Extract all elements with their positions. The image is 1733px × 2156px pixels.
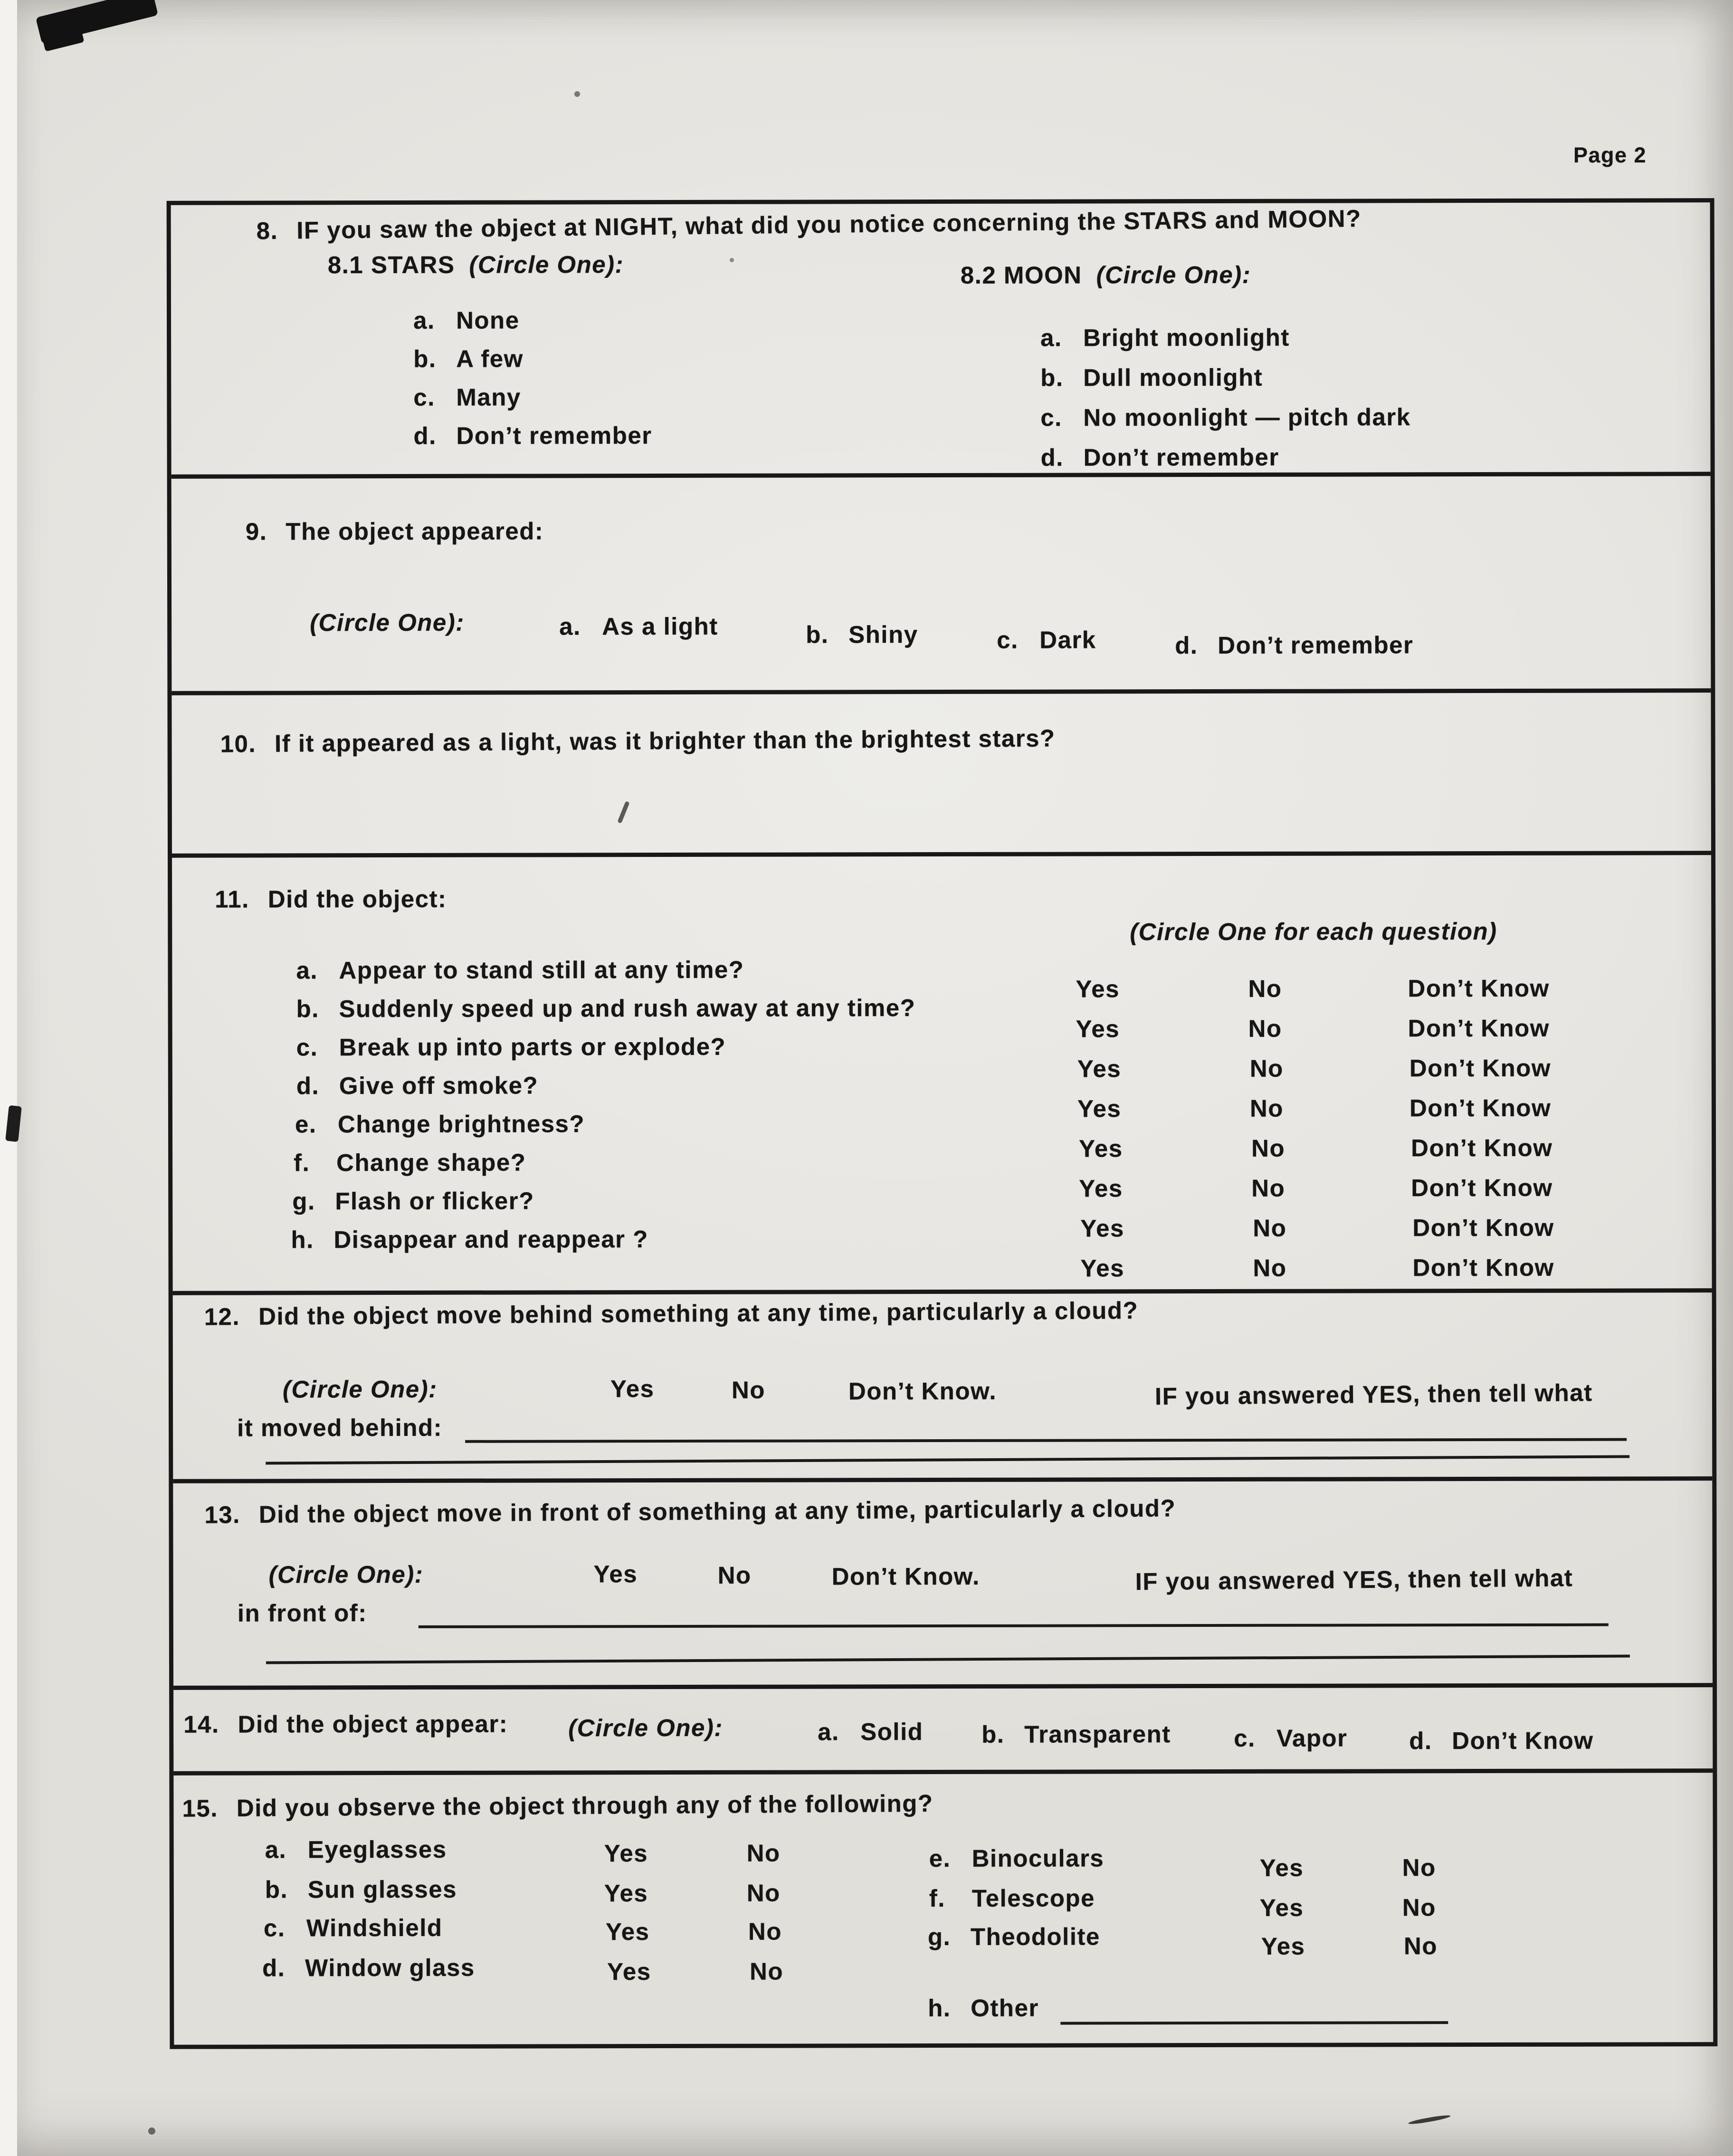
circle-one-note: (Circle One): [1096, 261, 1251, 289]
item-text: Windshield [306, 1914, 443, 1942]
write-in-line [419, 1624, 1609, 1628]
write-in-line [266, 1654, 1630, 1664]
yes-option: Yes [1077, 1055, 1122, 1083]
q13-number: 13. [204, 1501, 241, 1529]
circle-one-note: (Circle One): [282, 1376, 438, 1404]
q8-moon-option-d [1041, 444, 1279, 472]
q8-stars-option-b [413, 346, 524, 373]
q15-answers-g [174, 1932, 1713, 1975]
option-text: Transparent [1024, 1721, 1171, 1748]
q11-text: Did the object: [267, 885, 447, 913]
yes-option: Yes [1080, 1215, 1124, 1243]
option-text: None [456, 307, 520, 334]
yes-option: Yes [1076, 1016, 1120, 1043]
option-text: No moonlight — pitch dark [1083, 404, 1411, 432]
q14-option-d [1409, 1728, 1593, 1755]
item-text: Suddenly speed up and rush away at any time? [339, 995, 916, 1023]
dont-know-option: Don’t Know [1409, 1094, 1552, 1122]
option-letter: d. [413, 422, 437, 450]
option-text: Dark [1039, 627, 1096, 654]
no-option: No [1251, 1175, 1285, 1202]
item-letter: h. [291, 1226, 314, 1254]
q11-answers-row-b [172, 1015, 1712, 1057]
item-letter: e. [929, 1845, 951, 1873]
yes-option: Yes [593, 1561, 638, 1588]
q8-text: IF you saw the object at NIGHT, what did you notice concerning the STARS and MOON? [296, 205, 1362, 245]
item-text: Break up into parts or explode? [339, 1033, 726, 1062]
q8-stars-option-c [413, 384, 521, 411]
q11-answers-row-c [172, 1054, 1712, 1097]
dont-know-option: Don’t Know [1409, 1054, 1552, 1083]
q9-option-c [997, 627, 1096, 654]
q11-number: 11. [215, 886, 249, 913]
option-letter: b. [1040, 364, 1064, 392]
option-text: Bright moonlight [1083, 324, 1290, 352]
q10-number: 10. [220, 731, 257, 758]
q14-option-b [981, 1721, 1171, 1748]
item-letter: f. [929, 1885, 946, 1913]
q8-number: 8. [256, 218, 278, 245]
option-letter: d. [1040, 444, 1064, 472]
item-letter: d. [262, 1955, 286, 1982]
scan-artifact-squiggle [1408, 2114, 1451, 2125]
scan-speck [148, 2128, 155, 2135]
item-letter: c. [263, 1915, 286, 1942]
item-text: Eyeglasses [307, 1836, 447, 1864]
page-number: Page 2 [1573, 144, 1647, 168]
no-option: No [1249, 1095, 1284, 1122]
item-letter: b. [265, 1876, 288, 1904]
q11-heading [215, 886, 447, 913]
q12-if-yes-text: IF you answered YES, then tell what [1154, 1379, 1593, 1411]
q14-number: 14. [183, 1711, 219, 1738]
no-option: No [1248, 975, 1282, 1003]
no-option: No [746, 1840, 781, 1867]
option-text: Don’t remember [1218, 632, 1414, 659]
item-letter: a. [265, 1836, 287, 1864]
q11-answers-row-h [172, 1254, 1712, 1297]
option-letter: a. [413, 307, 435, 334]
q14-text: Did the object appear: [238, 1710, 508, 1738]
q8-stars-option-d [413, 422, 652, 450]
no-option: No [1253, 1215, 1287, 1242]
write-in-line [465, 1438, 1627, 1443]
option-letter: a. [1040, 324, 1062, 352]
no-option: No [748, 1918, 782, 1946]
item-text: Disappear and reappear ? [333, 1226, 648, 1254]
item-letter: b. [296, 996, 319, 1023]
q8-moon-option-c [1040, 404, 1410, 431]
q12-number: 12. [204, 1303, 240, 1331]
dont-know-option: Don’t Know. [848, 1377, 997, 1406]
dont-know-option: Don’t Know. [831, 1563, 980, 1591]
yes-option: Yes [1076, 976, 1120, 1003]
option-text: A few [456, 345, 524, 373]
option-text: Solid [860, 1719, 924, 1746]
section-question-12 [173, 1292, 1713, 1483]
item-text: Change shape? [336, 1149, 526, 1177]
q11-answers-row-d [172, 1094, 1712, 1137]
section-question-14 [173, 1687, 1713, 1776]
yes-option: Yes [604, 1840, 648, 1868]
option-letter: c. [997, 627, 1019, 654]
q13-heading [204, 1495, 1176, 1529]
yes-option: Yes [604, 1880, 648, 1908]
yes-option: Yes [610, 1376, 655, 1403]
yes-option: Yes [1259, 1854, 1304, 1882]
write-in-line [1060, 2021, 1448, 2024]
q15-answers-e [174, 1854, 1713, 1897]
dont-know-option: Don’t Know [1408, 975, 1550, 1003]
section-question-13 [173, 1481, 1713, 1690]
q13-tell-label: in front of: [237, 1600, 367, 1627]
q12-heading [204, 1297, 1139, 1331]
q9-text: The object appeared: [286, 518, 544, 546]
dont-know-option: Don’t Know [1412, 1214, 1554, 1242]
yes-option: Yes [605, 1919, 650, 1946]
q9-option-a [559, 613, 718, 641]
no-option: No [750, 1958, 784, 1985]
q8-moon-option-a [1040, 324, 1290, 352]
no-option: No [1402, 1894, 1436, 1922]
q8-stars-option-a [413, 307, 520, 334]
write-in-line [266, 1455, 1629, 1464]
no-option: No [746, 1880, 781, 1907]
no-option: No [717, 1562, 752, 1589]
q8-2-heading [961, 262, 1251, 289]
option-text: Shiny [848, 621, 918, 649]
no-option: No [1251, 1135, 1285, 1162]
item-text: Sun glasses [307, 1876, 457, 1904]
no-option: No [1402, 1854, 1436, 1882]
item-letter: g. [292, 1188, 315, 1216]
dont-know-option: Don’t Know [1408, 1015, 1550, 1043]
dont-know-option: Don’t Know [1411, 1174, 1553, 1202]
section-question-9 [171, 476, 1711, 695]
q9-number: 9. [245, 518, 267, 546]
q15-text: Did you observe the object through any of the following? [236, 1790, 933, 1822]
dont-know-option: Don’t Know [1412, 1254, 1554, 1282]
section-question-15 [173, 1773, 1713, 2045]
q15-answers-f [174, 1894, 1713, 1937]
option-letter: b. [413, 345, 437, 373]
item-letter: d. [296, 1073, 320, 1100]
section-question-10 [171, 693, 1711, 858]
yes-option: Yes [1259, 1894, 1304, 1922]
option-letter: d. [1409, 1728, 1432, 1755]
item-text: Appear to stand still at any time? [339, 956, 744, 985]
q15-heading [182, 1790, 933, 1823]
q8-1-label: 8.1 STARS [327, 251, 455, 279]
scan-speck [574, 91, 580, 97]
option-text: Don’t remember [456, 422, 652, 450]
q10-text: If it appeared as a light, was it brighter than the brightest stars? [274, 725, 1056, 758]
circle-one-note: (Circle One): [268, 1561, 424, 1589]
q14-heading [183, 1711, 508, 1738]
circle-one-each-note: (Circle One for each question) [1130, 918, 1497, 946]
item-letter: h. [928, 1995, 951, 2023]
item-letter: g. [927, 1923, 951, 1951]
item-text: Binoculars [971, 1845, 1105, 1872]
yes-option: Yes [607, 1958, 651, 1986]
no-option: No [1248, 1015, 1282, 1043]
q12-text: Did the object move behind something at any time, particularly a cloud? [258, 1297, 1139, 1330]
questionnaire-form [167, 198, 1718, 2049]
option-letter: c. [1040, 404, 1063, 432]
option-text: Don’t remember [1083, 444, 1279, 472]
dont-know-option: Don’t Know [1411, 1134, 1553, 1162]
q11-answers-row-g [172, 1214, 1712, 1257]
item-letter: f. [294, 1149, 310, 1177]
q9-option-b [806, 621, 918, 649]
q14-option-a [818, 1719, 923, 1746]
yes-option: Yes [1079, 1175, 1123, 1203]
option-letter: c. [413, 384, 435, 411]
option-letter: b. [806, 621, 829, 649]
q15-item-h [928, 1995, 1039, 2023]
option-text: Many [456, 384, 521, 411]
q8-2-label: 8.2 MOON [960, 262, 1082, 289]
item-text: Flash or flicker? [335, 1187, 534, 1216]
no-option: No [1403, 1933, 1438, 1960]
q10-heading [220, 725, 1055, 758]
circle-one-note: (Circle One): [310, 609, 465, 637]
circle-one-note: (Circle One): [568, 1714, 723, 1742]
option-letter: d. [1175, 632, 1198, 660]
item-text: Give off smoke? [339, 1072, 539, 1100]
section-question-11 [172, 855, 1712, 1295]
item-text: Window glass [305, 1954, 475, 1982]
q9-heading [246, 518, 544, 545]
item-letter: e. [295, 1111, 317, 1139]
item-letter: a. [296, 957, 318, 985]
option-letter: c. [1234, 1725, 1256, 1752]
no-option: No [731, 1377, 766, 1404]
option-letter: a. [818, 1719, 839, 1746]
option-letter: a. [559, 613, 581, 641]
q11-answers-row-e [172, 1134, 1712, 1177]
option-text: Don’t Know [1452, 1727, 1594, 1755]
option-text: Vapor [1276, 1725, 1348, 1752]
item-text: Other [971, 1995, 1039, 2022]
circle-one-note: (Circle One): [469, 251, 624, 279]
option-letter: b. [981, 1721, 1005, 1748]
q11-answers-row-a [172, 975, 1711, 1017]
q8-1-heading [328, 251, 624, 279]
item-letter: c. [296, 1034, 318, 1062]
q13-if-yes-text: IF you answered YES, then tell what [1135, 1565, 1573, 1596]
option-text: Dull moonlight [1083, 364, 1263, 392]
q13-text: Did the object move in front of something at any time, particularly a cloud? [258, 1495, 1176, 1529]
item-text: Change brightness? [337, 1111, 585, 1139]
q12-tell-label: it moved behind: [237, 1414, 443, 1442]
yes-option: Yes [1080, 1255, 1125, 1282]
no-option: No [1253, 1254, 1287, 1282]
yes-option: Yes [1079, 1135, 1123, 1163]
item-text: Theodolite [970, 1923, 1100, 1951]
option-text: As a light [602, 613, 718, 641]
yes-option: Yes [1261, 1933, 1305, 1960]
q9-option-d [1175, 632, 1413, 659]
scan-edge [0, 0, 17, 2156]
q8-moon-option-b [1040, 364, 1263, 392]
yes-option: Yes [1077, 1095, 1122, 1123]
q8-heading [256, 205, 1362, 245]
section-question-8 [171, 202, 1711, 479]
q11-answers-row-f [172, 1174, 1712, 1217]
q14-option-c [1234, 1725, 1347, 1753]
no-option: No [1249, 1055, 1284, 1083]
q15-number: 15. [182, 1795, 219, 1823]
item-text: Telescope [971, 1885, 1095, 1912]
